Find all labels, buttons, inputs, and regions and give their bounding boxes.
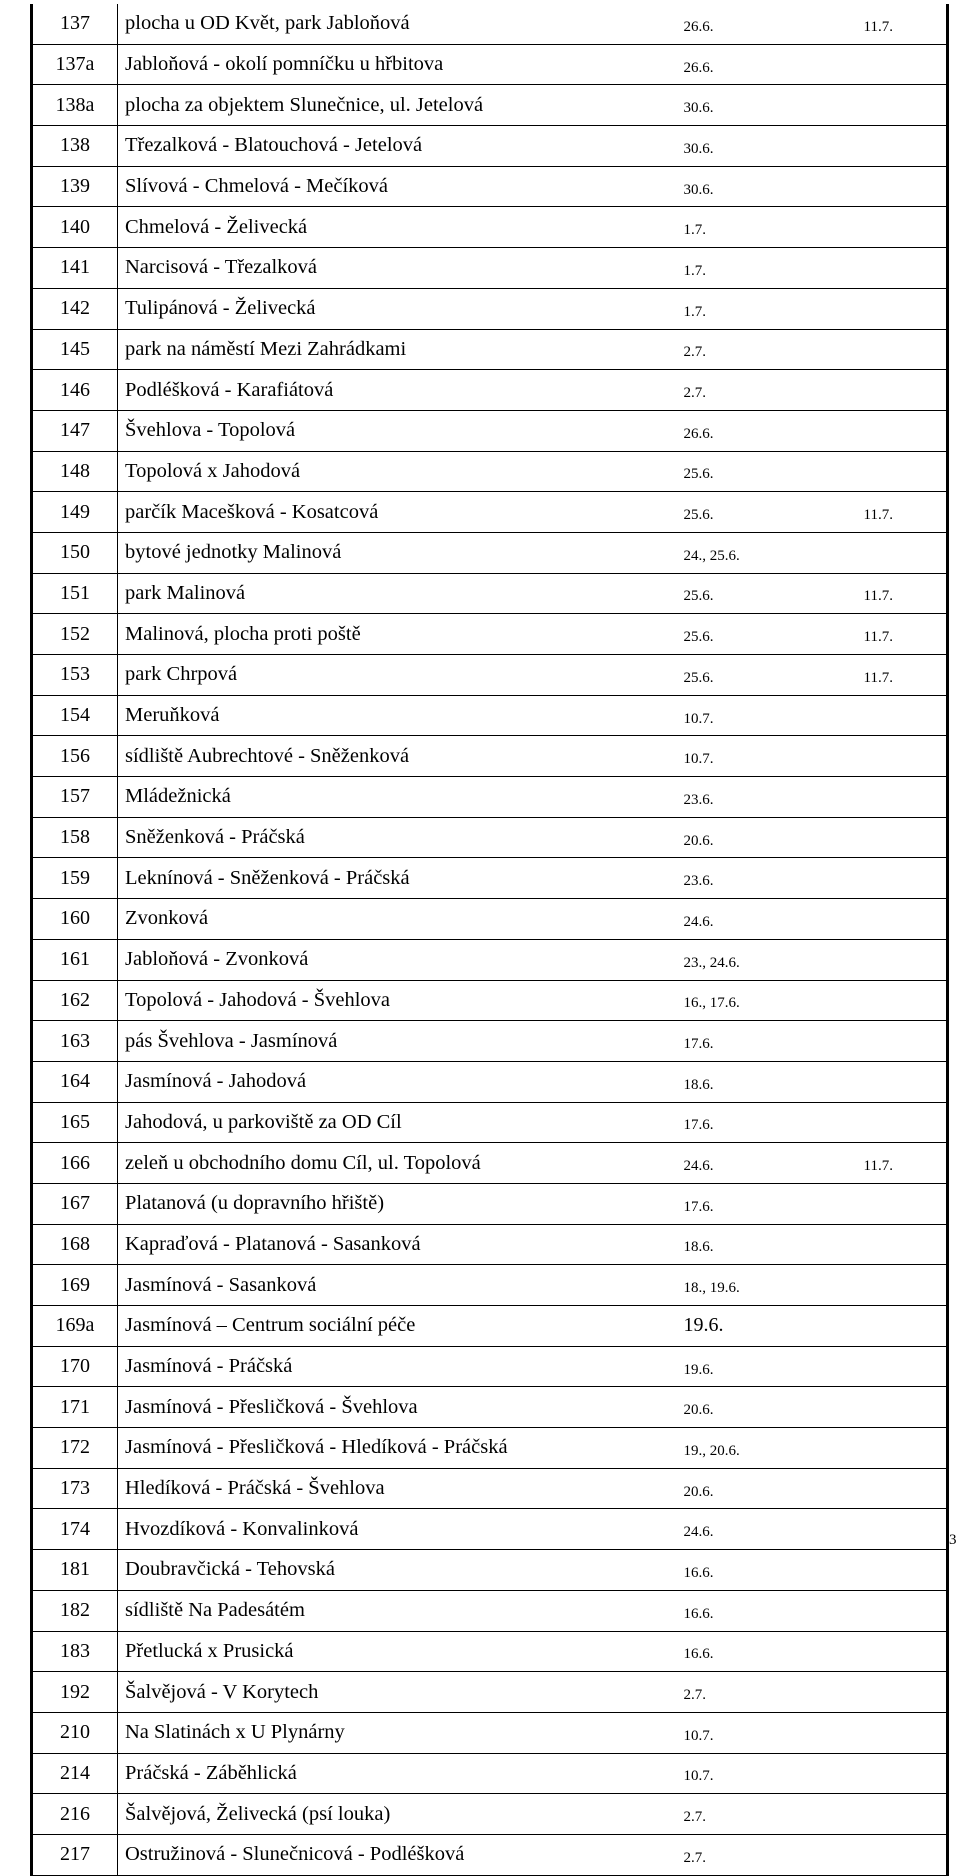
- row-date-1: 25.6.: [682, 492, 822, 533]
- row-location: Chmelová - Želivecká: [118, 207, 682, 248]
- row-date-2: [822, 1550, 948, 1591]
- table-row: [32, 1021, 948, 1062]
- row-location: Jabloňová - okolí pomníčku u hřbitova: [118, 44, 682, 85]
- row-date-2: 11.7.: [822, 655, 948, 696]
- row-date-2: [822, 248, 948, 289]
- table-row: [32, 736, 948, 777]
- row-date-2: [822, 1672, 948, 1713]
- row-date-2: [822, 1387, 948, 1428]
- table-row: [32, 1387, 948, 1428]
- row-number: 210: [32, 1712, 118, 1753]
- row-date-1: 2.7.: [682, 370, 822, 411]
- table-row: [32, 1468, 948, 1509]
- row-date-2: [822, 1631, 948, 1672]
- row-number: 183: [32, 1631, 118, 1672]
- row-location: Jasmínová - Sasanková: [118, 1265, 682, 1306]
- table-row: [32, 777, 948, 818]
- row-location: Platanová (u dopravního hřiště): [118, 1183, 682, 1224]
- row-number: 166: [32, 1143, 118, 1184]
- row-date-2: [822, 899, 948, 940]
- row-date-1: 19., 20.6.: [682, 1428, 822, 1469]
- page-number: 3: [949, 1532, 957, 1548]
- row-date-2: [822, 1428, 948, 1469]
- table-row: [32, 288, 948, 329]
- row-location: Malinová, plocha proti poště: [118, 614, 682, 655]
- row-date-1: 18.6.: [682, 1224, 822, 1265]
- row-number: 145: [32, 329, 118, 370]
- row-date-1: 16.6.: [682, 1590, 822, 1631]
- row-date-2: [822, 1509, 948, 1550]
- row-number: 171: [32, 1387, 118, 1428]
- row-date-1: 20.6.: [682, 1468, 822, 1509]
- row-number: 138: [32, 126, 118, 167]
- row-number: 214: [32, 1753, 118, 1794]
- row-date-2: [822, 1061, 948, 1102]
- row-date-1: 19.6.: [682, 1306, 822, 1347]
- row-date-1: 24.6.: [682, 1143, 822, 1184]
- row-number: 154: [32, 695, 118, 736]
- row-date-2: [822, 939, 948, 980]
- row-number: 167: [32, 1183, 118, 1224]
- row-location: Topolová x Jahodová: [118, 451, 682, 492]
- row-number: 172: [32, 1428, 118, 1469]
- row-date-1: 26.6.: [682, 4, 822, 44]
- row-number: 161: [32, 939, 118, 980]
- table-row: [32, 899, 948, 940]
- table-row: [32, 1631, 948, 1672]
- row-date-2: [822, 1834, 948, 1875]
- row-number: 181: [32, 1550, 118, 1591]
- row-date-1: 17.6.: [682, 1102, 822, 1143]
- row-date-1: 17.6.: [682, 1021, 822, 1062]
- row-date-2: [822, 1306, 948, 1347]
- row-date-1: 25.6.: [682, 614, 822, 655]
- row-date-1: 16.6.: [682, 1550, 822, 1591]
- row-location: plocha za objektem Slunečnice, ul. Jetelová: [118, 85, 682, 126]
- row-location: sídliště Na Padesátém: [118, 1590, 682, 1631]
- row-number: 149: [32, 492, 118, 533]
- table-row: [32, 1509, 948, 1550]
- row-date-2: [822, 858, 948, 899]
- table-row: [32, 1346, 948, 1387]
- table-row: [32, 126, 948, 167]
- row-number: 142: [32, 288, 118, 329]
- row-number: 151: [32, 573, 118, 614]
- row-date-1: 30.6.: [682, 166, 822, 207]
- row-number: 140: [32, 207, 118, 248]
- row-location: Doubravčická - Tehovská: [118, 1550, 682, 1591]
- row-number: 139: [32, 166, 118, 207]
- row-date-1: 19.6.: [682, 1346, 822, 1387]
- table-row: [32, 1265, 948, 1306]
- row-number: 146: [32, 370, 118, 411]
- row-location: Švehlova - Topolová: [118, 410, 682, 451]
- row-location: Jasmínová - Jahodová: [118, 1061, 682, 1102]
- table-row: [32, 1712, 948, 1753]
- row-location: Třezalková - Blatouchová - Jetelová: [118, 126, 682, 167]
- table-row: [32, 1224, 948, 1265]
- table-row: [32, 1672, 948, 1713]
- row-date-1: 30.6.: [682, 126, 822, 167]
- row-date-1: 16., 17.6.: [682, 980, 822, 1021]
- row-location: Slívová - Chmelová - Mečíková: [118, 166, 682, 207]
- row-date-2: [822, 1224, 948, 1265]
- row-number: 137a: [32, 44, 118, 85]
- row-date-1: 23.6.: [682, 777, 822, 818]
- row-number: 162: [32, 980, 118, 1021]
- table-body: [32, 4, 948, 1875]
- row-number: 169a: [32, 1306, 118, 1347]
- row-date-1: 2.7.: [682, 1834, 822, 1875]
- row-date-2: [822, 1590, 948, 1631]
- row-number: 170: [32, 1346, 118, 1387]
- table-row: [32, 655, 948, 696]
- row-location: bytové jednotky Malinová: [118, 532, 682, 573]
- row-date-1: 10.7.: [682, 736, 822, 777]
- row-location: Zvonková: [118, 899, 682, 940]
- schedule-table: [30, 4, 949, 1876]
- row-date-2: [822, 817, 948, 858]
- row-location: plocha u OD Květ, park Jabloňová: [118, 4, 682, 44]
- table-row: [32, 492, 948, 533]
- row-location: Ostružinová - Slunečnicová - Podléšková: [118, 1834, 682, 1875]
- row-number: 164: [32, 1061, 118, 1102]
- row-number: 141: [32, 248, 118, 289]
- row-location: parčík Macešková - Kosatcová: [118, 492, 682, 533]
- table-row: [32, 1590, 948, 1631]
- row-date-2: 11.7.: [822, 1143, 948, 1184]
- row-date-2: [822, 288, 948, 329]
- row-location: Jasmínová - Přesličková - Švehlova: [118, 1387, 682, 1428]
- row-location: Meruňková: [118, 695, 682, 736]
- row-location: Leknínová - Sněženková - Práčská: [118, 858, 682, 899]
- row-date-2: [822, 695, 948, 736]
- table-row: [32, 1550, 948, 1591]
- row-date-1: 23., 24.6.: [682, 939, 822, 980]
- row-date-1: 26.6.: [682, 410, 822, 451]
- row-number: 150: [32, 532, 118, 573]
- row-location: Jabloňová - Zvonková: [118, 939, 682, 980]
- row-date-2: [822, 1794, 948, 1835]
- row-date-1: 24.6.: [682, 1509, 822, 1550]
- row-number: 217: [32, 1834, 118, 1875]
- table-row: [32, 695, 948, 736]
- row-location: park Chrpová: [118, 655, 682, 696]
- table-row: [32, 939, 948, 980]
- table-row: [32, 573, 948, 614]
- row-number: 157: [32, 777, 118, 818]
- row-date-1: 18.6.: [682, 1061, 822, 1102]
- row-date-1: 18., 19.6.: [682, 1265, 822, 1306]
- row-date-2: [822, 1021, 948, 1062]
- table-row: [32, 1183, 948, 1224]
- row-date-2: [822, 1346, 948, 1387]
- row-date-1: 17.6.: [682, 1183, 822, 1224]
- row-date-1: 24., 25.6.: [682, 532, 822, 573]
- row-date-2: [822, 207, 948, 248]
- row-number: 173: [32, 1468, 118, 1509]
- table-row: [32, 166, 948, 207]
- row-date-1: 1.7.: [682, 288, 822, 329]
- row-location: Jahodová, u parkoviště za OD Cíl: [118, 1102, 682, 1143]
- row-date-1: 30.6.: [682, 85, 822, 126]
- row-date-1: 2.7.: [682, 1672, 822, 1713]
- row-date-2: [822, 44, 948, 85]
- row-date-1: 1.7.: [682, 248, 822, 289]
- row-location: Hvozdíková - Konvalinková: [118, 1509, 682, 1550]
- row-number: 168: [32, 1224, 118, 1265]
- row-number: 165: [32, 1102, 118, 1143]
- row-location: Kapraďová - Platanová - Sasanková: [118, 1224, 682, 1265]
- table-row: [32, 370, 948, 411]
- row-number: 182: [32, 1590, 118, 1631]
- row-location: Narcisová - Třezalková: [118, 248, 682, 289]
- row-number: 158: [32, 817, 118, 858]
- row-date-2: [822, 370, 948, 411]
- row-location: Hledíková - Práčská - Švehlova: [118, 1468, 682, 1509]
- table-row: [32, 1428, 948, 1469]
- row-date-1: 10.7.: [682, 695, 822, 736]
- row-date-1: 2.7.: [682, 329, 822, 370]
- row-location: Přetlucká x Prusická: [118, 1631, 682, 1672]
- row-date-1: 20.6.: [682, 817, 822, 858]
- row-date-1: 16.6.: [682, 1631, 822, 1672]
- table-row: [32, 1753, 948, 1794]
- row-location: Jasmínová - Přesličková - Hledíková - Práčská: [118, 1428, 682, 1469]
- row-location: Jasmínová - Práčská: [118, 1346, 682, 1387]
- row-date-2: [822, 329, 948, 370]
- table-row: [32, 858, 948, 899]
- row-number: 138a: [32, 85, 118, 126]
- row-location: Tulipánová - Želivecká: [118, 288, 682, 329]
- row-number: 153: [32, 655, 118, 696]
- row-location: park na náměstí Mezi Zahrádkami: [118, 329, 682, 370]
- row-location: Jasmínová – Centrum sociální péče: [118, 1306, 682, 1347]
- row-date-2: [822, 980, 948, 1021]
- row-date-1: 10.7.: [682, 1712, 822, 1753]
- table-row: [32, 1834, 948, 1875]
- row-location: sídliště Aubrechtové - Sněženková: [118, 736, 682, 777]
- table-row: [32, 1143, 948, 1184]
- row-number: 147: [32, 410, 118, 451]
- row-date-2: 11.7.: [822, 492, 948, 533]
- table-row: [32, 451, 948, 492]
- table-row: [32, 329, 948, 370]
- row-date-2: [822, 166, 948, 207]
- row-date-2: 11.7.: [822, 4, 948, 44]
- table-row: [32, 410, 948, 451]
- row-number: 156: [32, 736, 118, 777]
- row-number: 216: [32, 1794, 118, 1835]
- table-row: [32, 1306, 948, 1347]
- row-number: 152: [32, 614, 118, 655]
- table-row: [32, 817, 948, 858]
- row-date-1: 25.6.: [682, 655, 822, 696]
- row-date-2: [822, 532, 948, 573]
- row-date-2: [822, 1102, 948, 1143]
- table-row: [32, 980, 948, 1021]
- row-number: 160: [32, 899, 118, 940]
- row-location: Na Slatinách x U Plynárny: [118, 1712, 682, 1753]
- table-row: [32, 1794, 948, 1835]
- row-date-2: 11.7.: [822, 614, 948, 655]
- row-date-1: 23.6.: [682, 858, 822, 899]
- row-location: Podléšková - Karafiátová: [118, 370, 682, 411]
- row-date-2: [822, 1753, 948, 1794]
- row-date-1: 26.6.: [682, 44, 822, 85]
- row-date-2: [822, 1468, 948, 1509]
- row-location: pás Švehlova - Jasmínová: [118, 1021, 682, 1062]
- row-number: 137: [32, 4, 118, 44]
- row-date-1: 10.7.: [682, 1753, 822, 1794]
- row-location: park Malinová: [118, 573, 682, 614]
- row-date-1: 25.6.: [682, 573, 822, 614]
- table-row: [32, 1102, 948, 1143]
- table-row: [32, 532, 948, 573]
- row-location: Mládežnická: [118, 777, 682, 818]
- row-number: 163: [32, 1021, 118, 1062]
- row-date-1: 2.7.: [682, 1794, 822, 1835]
- row-date-1: 20.6.: [682, 1387, 822, 1428]
- row-date-2: [822, 85, 948, 126]
- row-date-1: 25.6.: [682, 451, 822, 492]
- table-row: [32, 85, 948, 126]
- row-date-2: [822, 1712, 948, 1753]
- row-location: Sněženková - Práčská: [118, 817, 682, 858]
- row-location: Práčská - Záběhlická: [118, 1753, 682, 1794]
- row-number: 148: [32, 451, 118, 492]
- table-row: [32, 207, 948, 248]
- row-location: Šalvějová, Želivecká (psí louka): [118, 1794, 682, 1835]
- row-number: 159: [32, 858, 118, 899]
- table-row: [32, 4, 948, 44]
- row-date-2: [822, 410, 948, 451]
- row-location: zeleň u obchodního domu Cíl, ul. Topolová: [118, 1143, 682, 1184]
- row-date-1: 24.6.: [682, 899, 822, 940]
- row-date-2: [822, 126, 948, 167]
- row-date-2: 11.7.: [822, 573, 948, 614]
- row-number: 192: [32, 1672, 118, 1713]
- row-number: 169: [32, 1265, 118, 1306]
- row-number: 174: [32, 1509, 118, 1550]
- row-date-2: [822, 777, 948, 818]
- table-row: [32, 614, 948, 655]
- table-row: [32, 1061, 948, 1102]
- row-date-2: [822, 736, 948, 777]
- row-date-2: [822, 1265, 948, 1306]
- table-row: [32, 44, 948, 85]
- row-location: Šalvějová - V Korytech: [118, 1672, 682, 1713]
- table-row: [32, 248, 948, 289]
- row-date-2: [822, 451, 948, 492]
- row-date-1: 1.7.: [682, 207, 822, 248]
- row-date-2: [822, 1183, 948, 1224]
- row-location: Topolová - Jahodová - Švehlova: [118, 980, 682, 1021]
